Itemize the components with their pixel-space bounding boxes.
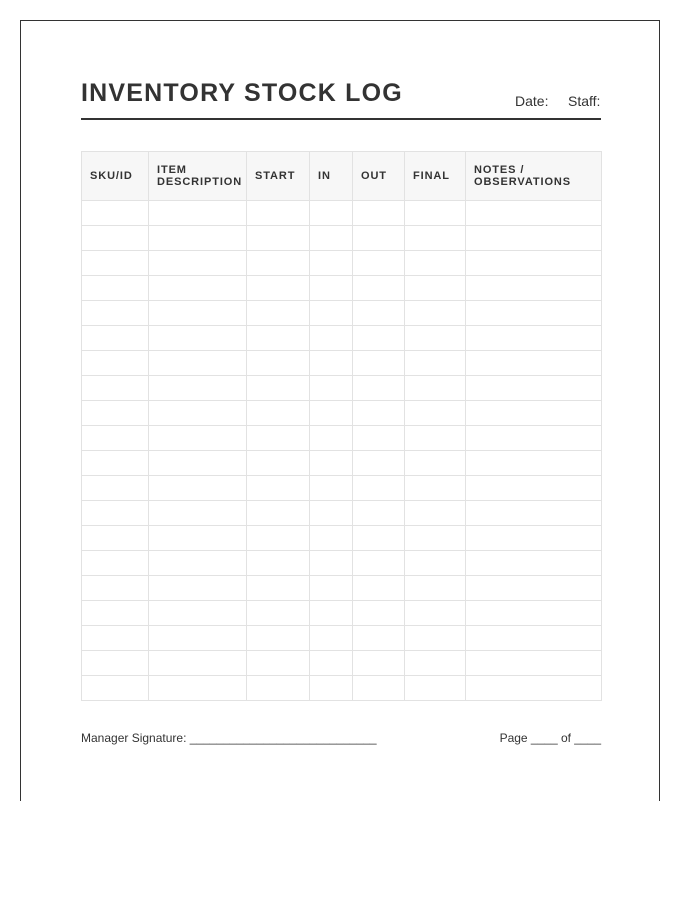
cell-sku[interactable] [82, 226, 149, 251]
cell-start[interactable] [247, 426, 310, 451]
cell-description[interactable] [149, 601, 247, 626]
cell-notes[interactable] [466, 276, 602, 301]
cell-start[interactable] [247, 301, 310, 326]
cell-notes[interactable] [466, 351, 602, 376]
table-row [82, 451, 602, 476]
column-header-in: IN [310, 152, 353, 201]
staff-label: Staff: [568, 93, 601, 109]
cell-description[interactable] [149, 251, 247, 276]
cell-start[interactable] [247, 601, 310, 626]
cell-in[interactable] [310, 426, 353, 451]
table-row [82, 351, 602, 376]
cell-description[interactable] [149, 526, 247, 551]
cell-notes[interactable] [466, 501, 602, 526]
cell-final[interactable] [405, 401, 466, 426]
cell-sku[interactable] [82, 251, 149, 276]
cell-out[interactable] [353, 501, 405, 526]
cell-sku[interactable] [82, 376, 149, 401]
cell-out[interactable] [353, 426, 405, 451]
cell-notes[interactable] [466, 676, 602, 701]
column-header-final: FINAL [405, 152, 466, 201]
cell-out[interactable] [353, 226, 405, 251]
cell-start[interactable] [247, 676, 310, 701]
cell-notes[interactable] [466, 376, 602, 401]
cell-description[interactable] [149, 451, 247, 476]
cell-notes[interactable] [466, 551, 602, 576]
cell-notes[interactable] [466, 601, 602, 626]
cell-in[interactable] [310, 601, 353, 626]
table-row [82, 476, 602, 501]
cell-final[interactable] [405, 276, 466, 301]
cell-sku[interactable] [82, 201, 149, 226]
cell-sku[interactable] [82, 651, 149, 676]
cell-out[interactable] [353, 476, 405, 501]
cell-description[interactable] [149, 651, 247, 676]
cell-final[interactable] [405, 426, 466, 451]
table-row [82, 501, 602, 526]
cell-description[interactable] [149, 201, 247, 226]
cell-in[interactable] [310, 526, 353, 551]
table-header [82, 152, 602, 201]
cell-in[interactable] [310, 576, 353, 601]
cell-final[interactable] [405, 351, 466, 376]
cell-description[interactable] [149, 551, 247, 576]
cell-notes[interactable] [466, 451, 602, 476]
cell-out[interactable] [353, 351, 405, 376]
cell-in[interactable] [310, 226, 353, 251]
cell-description[interactable] [149, 376, 247, 401]
cell-start[interactable] [247, 651, 310, 676]
cell-in[interactable] [310, 476, 353, 501]
cell-start[interactable] [247, 626, 310, 651]
cell-start[interactable] [247, 451, 310, 476]
cell-notes[interactable] [466, 251, 602, 276]
cell-description[interactable] [149, 576, 247, 601]
table-row [82, 201, 602, 226]
cell-out[interactable] [353, 526, 405, 551]
cell-in[interactable] [310, 676, 353, 701]
table-row [82, 251, 602, 276]
cell-start[interactable] [247, 476, 310, 501]
cell-final[interactable] [405, 651, 466, 676]
cell-out[interactable] [353, 301, 405, 326]
table-row [82, 401, 602, 426]
column-header-sku: SKU/ID [82, 152, 149, 201]
cell-sku[interactable] [82, 276, 149, 301]
cell-final[interactable] [405, 501, 466, 526]
cell-sku[interactable] [82, 501, 149, 526]
cell-description[interactable] [149, 426, 247, 451]
table-row [82, 651, 602, 676]
cell-sku[interactable] [82, 601, 149, 626]
cell-start[interactable] [247, 226, 310, 251]
cell-description[interactable] [149, 401, 247, 426]
table-row [82, 326, 602, 351]
cell-start[interactable] [247, 201, 310, 226]
cell-final[interactable] [405, 451, 466, 476]
cell-start[interactable] [247, 326, 310, 351]
cell-final[interactable] [405, 326, 466, 351]
table-row [82, 526, 602, 551]
cell-sku[interactable] [82, 626, 149, 651]
cell-out[interactable] [353, 651, 405, 676]
cell-in[interactable] [310, 551, 353, 576]
cell-out[interactable] [353, 326, 405, 351]
table-row [82, 226, 602, 251]
cell-notes[interactable] [466, 401, 602, 426]
cell-out[interactable] [353, 276, 405, 301]
cell-description[interactable] [149, 301, 247, 326]
cell-start[interactable] [247, 376, 310, 401]
table-row [82, 601, 602, 626]
cell-sku[interactable] [82, 451, 149, 476]
cell-in[interactable] [310, 501, 353, 526]
cell-out[interactable] [353, 376, 405, 401]
cell-in[interactable] [310, 626, 353, 651]
cell-notes[interactable] [466, 326, 602, 351]
cell-sku[interactable] [82, 676, 149, 701]
cell-in[interactable] [310, 326, 353, 351]
cell-final[interactable] [405, 601, 466, 626]
cell-sku[interactable] [82, 551, 149, 576]
cell-start[interactable] [247, 526, 310, 551]
cell-final[interactable] [405, 676, 466, 701]
cell-in[interactable] [310, 651, 353, 676]
cell-notes[interactable] [466, 426, 602, 451]
cell-final[interactable] [405, 226, 466, 251]
cell-start[interactable] [247, 501, 310, 526]
column-header-out: OUT [353, 152, 405, 201]
column-header-notes: NOTES / OBSERVATIONS [466, 152, 602, 201]
cell-sku[interactable] [82, 576, 149, 601]
header-row [82, 152, 602, 201]
column-header-start: START [247, 152, 310, 201]
cell-notes[interactable] [466, 526, 602, 551]
column-header-description: ITEM DESCRIPTION [149, 152, 247, 201]
title-underline [81, 118, 601, 120]
cell-in[interactable] [310, 351, 353, 376]
cell-sku[interactable] [82, 351, 149, 376]
cell-out[interactable] [353, 201, 405, 226]
cell-start[interactable] [247, 251, 310, 276]
page-number-line: Page ____ of ____ [499, 731, 601, 745]
cell-start[interactable] [247, 401, 310, 426]
cell-notes[interactable] [466, 226, 602, 251]
cell-description[interactable] [149, 501, 247, 526]
cell-description[interactable] [149, 276, 247, 301]
cell-out[interactable] [353, 626, 405, 651]
cell-final[interactable] [405, 551, 466, 576]
cell-description[interactable] [149, 626, 247, 651]
cell-in[interactable] [310, 251, 353, 276]
table-row [82, 626, 602, 651]
cell-final[interactable] [405, 301, 466, 326]
table-row [82, 376, 602, 401]
cell-out[interactable] [353, 676, 405, 701]
cell-in[interactable] [310, 376, 353, 401]
cell-sku[interactable] [82, 301, 149, 326]
cell-in[interactable] [310, 301, 353, 326]
cell-in[interactable] [310, 451, 353, 476]
cell-sku[interactable] [82, 401, 149, 426]
date-label: Date: [515, 93, 549, 109]
cell-in[interactable] [310, 276, 353, 301]
table-body [82, 201, 602, 701]
cell-final[interactable] [405, 251, 466, 276]
cell-start[interactable] [247, 351, 310, 376]
cell-start[interactable] [247, 276, 310, 301]
table-row [82, 276, 602, 301]
cell-sku[interactable] [82, 476, 149, 501]
cell-final[interactable] [405, 526, 466, 551]
cell-notes[interactable] [466, 476, 602, 501]
cell-in[interactable] [310, 201, 353, 226]
cell-out[interactable] [353, 451, 405, 476]
cell-notes[interactable] [466, 301, 602, 326]
table-row [82, 426, 602, 451]
cell-out[interactable] [353, 551, 405, 576]
stock-log-table [81, 151, 602, 701]
table-row [82, 301, 602, 326]
cell-sku[interactable] [82, 426, 149, 451]
cell-notes[interactable] [466, 201, 602, 226]
cell-sku[interactable] [82, 526, 149, 551]
cell-final[interactable] [405, 476, 466, 501]
page-title: INVENTORY STOCK LOG [81, 79, 403, 107]
cell-final[interactable] [405, 626, 466, 651]
cell-description[interactable] [149, 676, 247, 701]
cell-description[interactable] [149, 326, 247, 351]
cell-start[interactable] [247, 551, 310, 576]
cell-out[interactable] [353, 251, 405, 276]
table-row [82, 576, 602, 601]
cell-start[interactable] [247, 576, 310, 601]
cell-final[interactable] [405, 376, 466, 401]
table-row [82, 551, 602, 576]
cell-out[interactable] [353, 601, 405, 626]
cell-final[interactable] [405, 576, 466, 601]
cell-out[interactable] [353, 401, 405, 426]
cell-notes[interactable] [466, 576, 602, 601]
cell-description[interactable] [149, 226, 247, 251]
cell-sku[interactable] [82, 326, 149, 351]
manager-signature-line: Manager Signature: ____________________________ [81, 731, 377, 745]
cell-description[interactable] [149, 351, 247, 376]
cell-description[interactable] [149, 476, 247, 501]
table-row [82, 676, 602, 701]
cell-notes[interactable] [466, 651, 602, 676]
cell-notes[interactable] [466, 626, 602, 651]
cell-in[interactable] [310, 401, 353, 426]
cell-final[interactable] [405, 201, 466, 226]
cell-out[interactable] [353, 576, 405, 601]
